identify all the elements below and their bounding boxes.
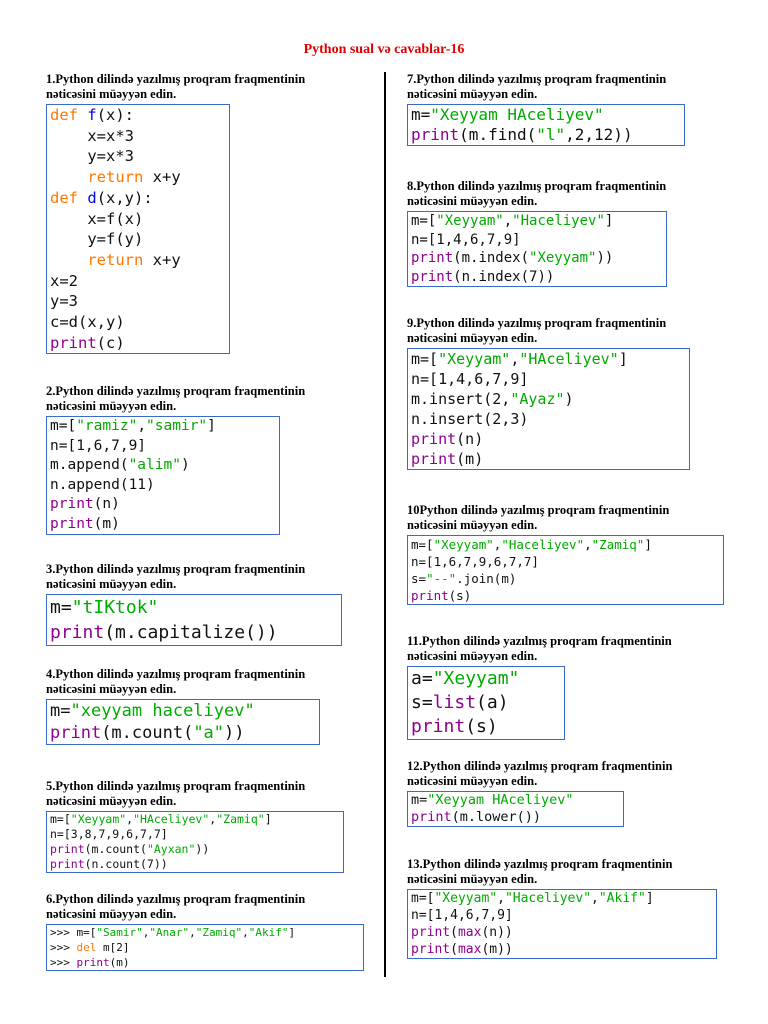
code-line: m=["Xeyyam","Haceliyev","Akif"] xyxy=(411,891,654,906)
code-line: m=["Xeyyam","HAceliyev"] xyxy=(411,350,628,368)
question-10 xyxy=(407,503,724,605)
question-13 xyxy=(407,857,717,959)
code-line: >>> print(m) xyxy=(50,956,130,969)
code-line: a="Xeyyam" xyxy=(411,668,520,689)
question-subtitle: nəticəsini müəyyən edin. xyxy=(407,194,538,208)
question-title: 1.Python dilində yazılmış proqram fraqmentinin xyxy=(46,72,306,86)
code-block xyxy=(46,416,280,535)
code-line: print(n) xyxy=(411,430,484,448)
code-line: n=[1,4,6,7,9] xyxy=(411,908,513,923)
code-line: def f(x): xyxy=(50,106,135,124)
code-line: m="xeyyam haceliyev" xyxy=(50,701,255,721)
question-12 xyxy=(407,759,672,827)
page-title: Python sual və cavablar-16 xyxy=(303,42,465,57)
code-line: n.insert(2,3) xyxy=(411,410,529,428)
question-subtitle: nəticəsini müəyyən edin. xyxy=(407,518,538,532)
question-subtitle: nəticəsini müəyyən edin. xyxy=(46,794,177,808)
code-line: m="Xeyyam HAceliyev" xyxy=(411,105,604,124)
code-line: x=f(x) xyxy=(50,209,144,228)
code-line: m="tIKtok" xyxy=(50,597,159,618)
code-line: print(m.capitalize()) xyxy=(50,622,278,643)
question-subtitle: nəticəsini müəyyən edin. xyxy=(407,331,538,345)
question-6 xyxy=(46,892,364,971)
code-line: m.insert(2,"Ayaz") xyxy=(411,390,574,408)
code-line: print(m.find("l",2,12)) xyxy=(411,125,633,144)
code-block xyxy=(46,104,230,354)
code-line: n=[1,6,7,9] xyxy=(50,437,147,454)
question-title: 6.Python dilində yazılmış proqram fraqmentinin xyxy=(46,892,306,906)
code-block xyxy=(46,594,342,646)
code-block xyxy=(407,791,624,827)
question-title: 13.Python dilində yazılmış proqram fraqmentinin xyxy=(407,857,673,871)
question-title: 8.Python dilində yazılmış proqram fraqmentinin xyxy=(407,179,667,193)
code-block xyxy=(407,666,565,740)
question-title: 4.Python dilində yazılmış proqram fraqmentinin xyxy=(46,667,306,681)
code-line: >>> m=["Samir","Anar","Zamiq","Akif"] xyxy=(50,926,296,939)
code-line: print(s) xyxy=(411,716,498,737)
code-line: m=["Xeyyam","Haceliyev","Zamiq"] xyxy=(411,537,652,552)
question-3 xyxy=(46,562,342,646)
code-line: print(c) xyxy=(50,333,125,352)
code-line: print(m) xyxy=(411,450,484,468)
question-11 xyxy=(407,634,672,740)
question-9 xyxy=(407,316,690,470)
column-divider xyxy=(384,72,386,977)
code-line: m.append("alim") xyxy=(50,457,190,473)
question-subtitle: nəticəsini müəyyən edin. xyxy=(46,577,177,591)
question-title: 10Python dilində yazılmış proqram fraqmentinin xyxy=(407,503,670,517)
code-line: return x+y xyxy=(87,250,181,269)
code-line: m="Xeyyam HAceliyev" xyxy=(411,792,574,808)
question-subtitle: nəticəsini müəyyən edin. xyxy=(46,87,177,101)
code-line: y=3 xyxy=(50,292,78,311)
code-line: y=x*3 xyxy=(50,147,134,166)
code-line: x=x*3 xyxy=(50,126,134,145)
question-4 xyxy=(46,667,320,745)
question-title: 2.Python dilində yazılmış proqram fraqmentinin xyxy=(46,384,306,398)
question-subtitle: nəticəsini müəyyən edin. xyxy=(46,682,177,696)
question-title: 12.Python dilində yazılmış proqram fraqmentinin xyxy=(407,759,673,773)
code-block xyxy=(46,924,364,971)
code-line: >>> del m[2] xyxy=(50,941,130,954)
code-line: n=[1,4,6,7,9] xyxy=(411,370,529,388)
code-line: print(n.count(7)) xyxy=(50,857,168,871)
code-line: n=[1,6,7,9,6,7,7] xyxy=(411,554,539,569)
code-block xyxy=(407,211,667,287)
code-line: n=[3,8,7,9,6,7,7] xyxy=(50,827,168,841)
code-line: print(s) xyxy=(411,588,472,603)
question-1 xyxy=(46,72,305,354)
code-line: n=[1,4,6,7,9] xyxy=(411,231,521,248)
question-title: 11.Python dilində yazılmış proqram fraqmentinin xyxy=(407,634,672,648)
code-line: m=["ramiz","samir"] xyxy=(50,418,216,434)
code-block xyxy=(407,535,724,605)
question-subtitle: nəticəsini müəyyən edin. xyxy=(407,649,538,663)
code-line: print(max(n)) xyxy=(411,925,513,940)
code-line: print(n) xyxy=(50,496,120,512)
code-line: c=d(x,y) xyxy=(50,313,125,332)
code-line: print(m.count("Ayxan")) xyxy=(50,842,210,856)
question-2 xyxy=(46,384,305,535)
code-line: print(m.count("a")) xyxy=(50,723,245,743)
code-line: m=["Xeyyam","HAceliyev","Zamiq"] xyxy=(50,812,272,826)
question-subtitle: nəticəsini müəyyən edin. xyxy=(407,87,538,101)
question-title: 5.Python dilində yazılmış proqram fraqmentinin xyxy=(46,779,306,793)
question-7 xyxy=(407,72,685,146)
code-line: n.append(11) xyxy=(50,476,155,493)
code-line: s=list(a) xyxy=(411,692,509,713)
question-8 xyxy=(407,179,667,287)
code-block xyxy=(46,811,344,873)
code-block xyxy=(407,348,690,470)
code-line: print(m.lower()) xyxy=(411,809,542,825)
code-block xyxy=(407,889,717,959)
code-line: print(m) xyxy=(50,515,120,532)
code-line: print(m.index("Xeyyam")) xyxy=(411,250,614,266)
code-line: m=["Xeyyam","Haceliyev"] xyxy=(411,213,614,229)
code-line: x=2 xyxy=(50,271,78,290)
code-line: return x+y xyxy=(87,168,181,187)
code-line: print(max(m)) xyxy=(411,942,513,957)
code-line: def d(x,y): xyxy=(50,188,153,207)
question-subtitle: nəticəsini müəyyən edin. xyxy=(46,907,177,921)
question-subtitle: nəticəsini müəyyən edin. xyxy=(407,872,538,886)
code-block xyxy=(46,699,320,745)
question-title: 7.Python dilində yazılmış proqram fraqmentinin xyxy=(407,72,667,86)
question-5 xyxy=(46,779,344,873)
code-line: s="--".join(m) xyxy=(411,571,517,586)
question-title: 3.Python dilində yazılmış proqram fraqmentinin xyxy=(46,562,306,576)
code-line: print(n.index(7)) xyxy=(411,268,555,285)
question-title: 9.Python dilində yazılmış proqram fraqmentinin xyxy=(407,316,667,330)
question-subtitle: nəticəsini müəyyən edin. xyxy=(407,774,538,788)
code-line: y=f(y) xyxy=(50,230,144,249)
question-subtitle: nəticəsini müəyyən edin. xyxy=(46,399,177,413)
code-block xyxy=(407,104,685,146)
